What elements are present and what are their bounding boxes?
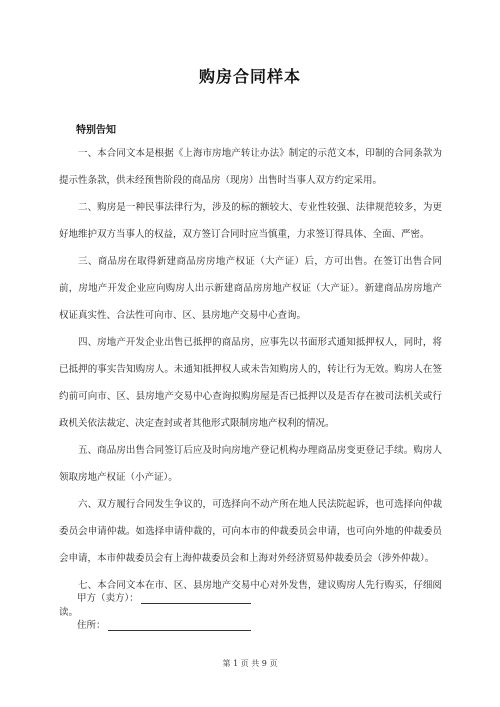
address-field[interactable] — [108, 619, 251, 631]
party-a-row — [77, 590, 251, 604]
notice-paragraph-5: 五、商品房出售合同签订后应及时向房地产登记机构办理商品房变更登记手续。购房人领取房地产权证（小产证）。 — [59, 445, 442, 483]
address-row — [77, 617, 251, 631]
party-a-field[interactable] — [141, 592, 251, 604]
notice-paragraph-7: 七、本合同文本在市、区、县房地产交易中心对外发售，建议购房人先行购买，仔细阅读。 — [59, 580, 442, 618]
notice-paragraph-4: 四、房地产开发企业出售已抵押的商品房，应事先以书面形式通知抵押权人，同时，将已抵押的事实告知购房人。未通知抵押权人或未告知购房人的，转让行为无效。购房人在签约前可向市、区、县房地产交易中心查询拟购房屋是否已抵押以及是否存在被司法机关或行政机关依法裁定、决定查封或者其他形式限制房地产权利的情况。 — [59, 337, 442, 429]
notice-body — [59, 140, 442, 626]
document-title: 购房合同样本 — [198, 67, 301, 86]
page-footer: 第 1 页 共 9 页 — [222, 659, 278, 668]
party-a-label: 甲方（卖方）： — [77, 593, 139, 604]
notice-paragraph-3: 三、商品房在取得新建商品房房地产权证（大产证）后，方可出售。在签订出售合同前，房地产开发企业应向购房人出示新建商品房房地产权证（大产证）。新建商品房房地产权证真实性、合法性可向市、区、县房地产交易中心查询。 — [59, 256, 442, 321]
notice-paragraph-1: 一、本合同文本是根据《上海市房地产转让办法》制定的示范文本，印制的合同条款为提示性条款，供未经预售阶段的商品房（现房）出售时当事人双方约定采用。 — [59, 148, 442, 186]
notice-paragraph-2: 二、购房是一种民事法律行为，涉及的标的额较大、专业性较强、法律规范较多，为更好地维护双方当事人的权益，双方签订合同时应当慎重，力求签订得具体、全面、严密。 — [59, 202, 442, 240]
notice-paragraph-6: 六、双方履行合同发生争议的，可选择向不动产所在地人民法院起诉，也可选择向仲裁委员会申请仲裁。如选择申请仲裁的，可向本市的仲裁委员会申请，也可向外地的仲裁委员会申请，本市仲裁委员会有上海仲裁委员会和上海对外经济贸易仲裁委员会（涉外仲裁）。 — [59, 499, 442, 564]
notice-heading: 特别告知 — [76, 125, 116, 136]
address-label: 住所： — [77, 620, 106, 631]
